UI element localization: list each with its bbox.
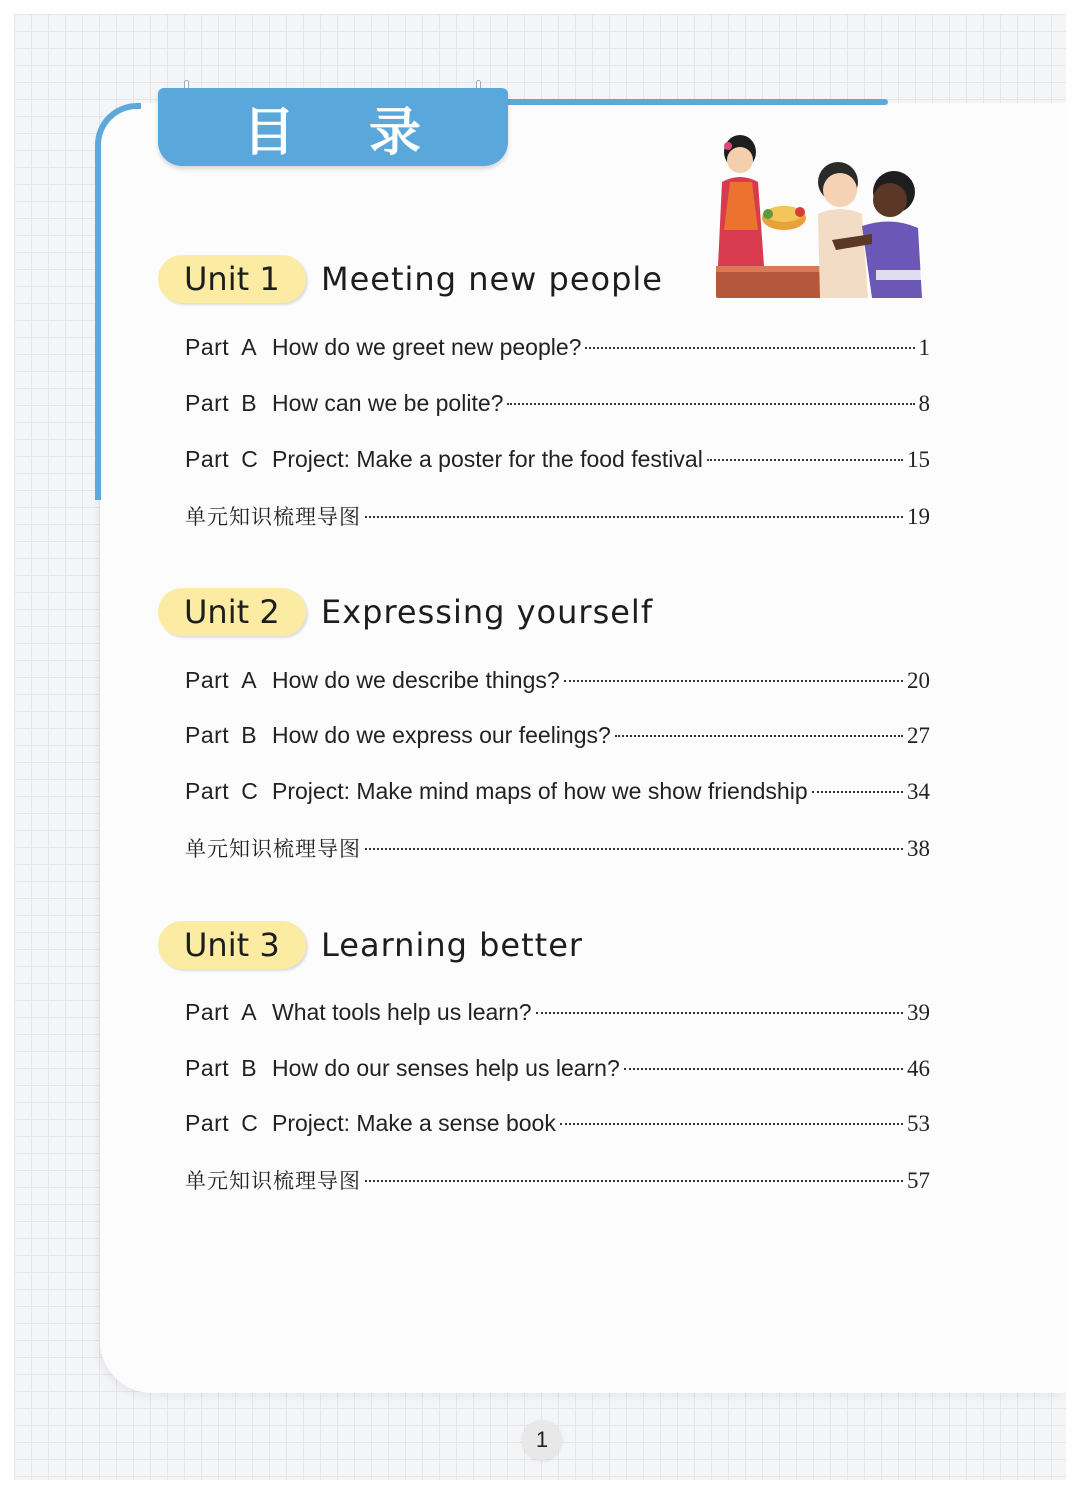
part-label xyxy=(185,1055,272,1082)
entry-title: How do our senses help us learn? xyxy=(272,1055,620,1081)
dot-leader xyxy=(365,848,903,850)
part-letter: A xyxy=(241,667,258,693)
dot-leader xyxy=(560,1123,903,1125)
entry-title: Project: Make a poster for the food festival xyxy=(272,446,703,472)
part-label xyxy=(185,778,272,805)
toc-entry[interactable] xyxy=(185,334,930,364)
dot-leader xyxy=(365,1180,903,1182)
dot-leader xyxy=(365,516,903,518)
part-word: Part xyxy=(185,390,230,416)
part-label xyxy=(185,446,272,473)
page-number: 20 xyxy=(907,668,930,693)
page-number: 1 xyxy=(918,335,930,360)
part-letter: A xyxy=(241,334,258,360)
part-word: Part xyxy=(185,446,230,472)
dot-leader xyxy=(536,1012,903,1014)
part-label xyxy=(185,334,272,361)
page-number: 27 xyxy=(907,723,930,748)
part-letter: B xyxy=(241,722,258,748)
toc-entry-summary[interactable] xyxy=(185,1165,930,1195)
page-number: 53 xyxy=(907,1111,930,1136)
entry-title: How do we greet new people? xyxy=(272,334,582,360)
summary-title: 单元知识梳理导图 xyxy=(185,837,361,861)
card-border-left xyxy=(95,103,141,500)
dot-leader xyxy=(564,680,903,682)
unit-badge: Unit 2 xyxy=(158,588,306,636)
summary-title: 单元知识梳理导图 xyxy=(185,505,361,529)
toc-entry[interactable] xyxy=(185,1110,930,1140)
page-number: 46 xyxy=(907,1056,930,1081)
dot-leader xyxy=(615,735,903,737)
summary-title: 单元知识梳理导图 xyxy=(185,1169,361,1193)
part-word: Part xyxy=(185,1110,230,1136)
entry-title: How can we be polite? xyxy=(272,390,504,416)
toc-entry[interactable] xyxy=(185,999,930,1029)
unit-title: Meeting new people xyxy=(321,260,663,298)
part-word: Part xyxy=(185,778,230,804)
title-char-1: 目 xyxy=(242,102,297,163)
part-letter: C xyxy=(241,1110,259,1136)
unit-title: Expressing yourself xyxy=(321,593,654,631)
toc-entry[interactable] xyxy=(185,722,930,752)
entry-title: How do we express our feelings? xyxy=(272,722,611,748)
table-of-contents-title-tab xyxy=(158,88,508,166)
entry-title: Project: Make mind maps of how we show friendship xyxy=(272,778,808,804)
part-word: Part xyxy=(185,999,230,1025)
part-letter: A xyxy=(241,999,258,1025)
part-letter: C xyxy=(241,446,259,472)
footer-page-number: 1 xyxy=(522,1420,562,1460)
page-number: 8 xyxy=(918,391,930,416)
part-word: Part xyxy=(185,722,230,748)
part-word: Part xyxy=(185,667,230,693)
toc-entry[interactable] xyxy=(185,1055,930,1085)
page-number: 15 xyxy=(907,447,930,472)
children-sharing-food-illustration xyxy=(712,130,928,306)
unit-badge: Unit 1 xyxy=(158,255,306,303)
part-label xyxy=(185,667,272,694)
part-word: Part xyxy=(185,1055,230,1081)
toc-entry-summary[interactable] xyxy=(185,833,930,863)
part-letter: C xyxy=(241,778,259,804)
page-number: 39 xyxy=(907,1000,930,1025)
unit-badge: Unit 3 xyxy=(158,921,306,969)
part-word: Part xyxy=(185,334,230,360)
part-label xyxy=(185,999,272,1026)
part-letter: B xyxy=(241,390,258,416)
part-label xyxy=(185,390,272,417)
page-number: 19 xyxy=(907,504,930,529)
entry-title: Project: Make a sense book xyxy=(272,1110,556,1136)
unit-2-header xyxy=(158,587,653,637)
unit-title: Learning better xyxy=(321,926,584,964)
page-number: 34 xyxy=(907,779,930,804)
card-border-top xyxy=(470,99,888,105)
toc-entry-summary[interactable] xyxy=(185,501,930,531)
entry-title: How do we describe things? xyxy=(272,667,560,693)
toc-entry[interactable] xyxy=(185,446,930,476)
dot-leader xyxy=(585,347,914,349)
toc-entry[interactable] xyxy=(185,390,930,420)
unit-1-header xyxy=(158,254,663,304)
page-number: 38 xyxy=(907,836,930,861)
entry-title: What tools help us learn? xyxy=(272,999,532,1025)
page-number: 57 xyxy=(907,1168,930,1193)
unit-3-header xyxy=(158,920,583,970)
part-letter: B xyxy=(241,1055,258,1081)
toc-entry[interactable] xyxy=(185,667,930,697)
toc-entry[interactable] xyxy=(185,778,930,808)
part-label xyxy=(185,722,272,749)
dot-leader xyxy=(812,791,903,793)
title-char-2: 录 xyxy=(369,102,424,163)
dot-leader xyxy=(507,403,914,405)
part-label xyxy=(185,1110,272,1137)
dot-leader xyxy=(624,1068,903,1070)
dot-leader xyxy=(707,459,903,461)
